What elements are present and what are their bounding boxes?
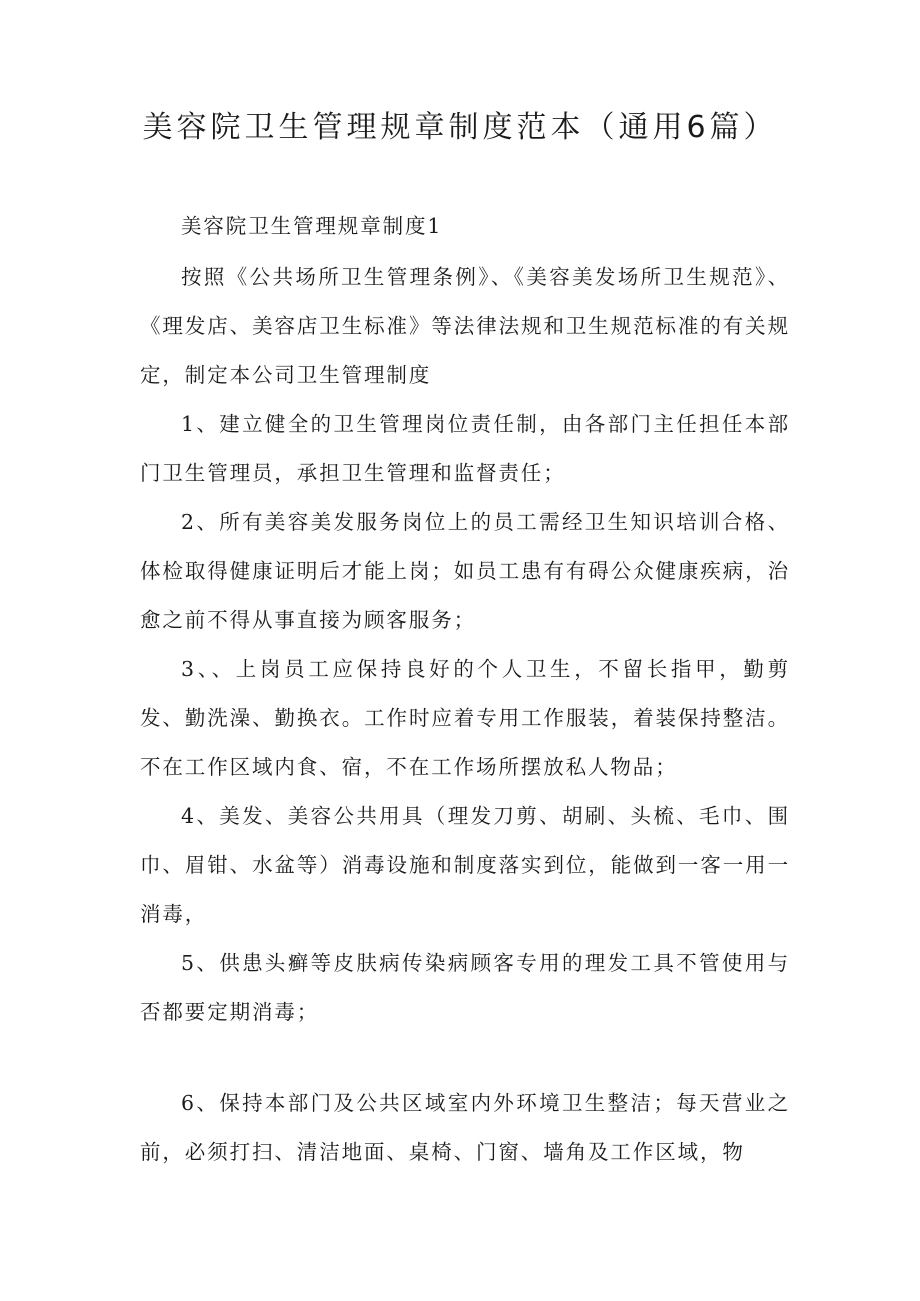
paragraph-item-2: 2、所有美容美发服务岗位上的员工需经卫生知识培训合格、体检取得健康证明后才能上岗；如员工患有有碍公众健康疾病，治愈之前不得从事直接为顾客服务； <box>140 510 790 632</box>
paragraph-item-3: 3、、上岗员工应保持良好的个人卫生，不留长指甲，勤剪发、勤洗澡、勤换衣。工作时应着专用工作服装，着装保持整洁。不在工作区域内食、宿，不在工作场所摆放私人物品； <box>140 657 790 779</box>
paragraph-item-1: 1、建立健全的卫生管理岗位责任制，由各部门主任担任本部门卫生管理员，承担卫生管理和监督责任； <box>140 412 790 485</box>
section-heading: 美容院卫生管理规章制度1 <box>181 214 443 238</box>
paragraph-item-6: 6、保持本部门及公共区域室内外环境卫生整洁；每天营业之前，必须打扫、清洁地面、桌椅、门窗、墙角及工作区域，物 <box>140 1091 790 1164</box>
document-body <box>140 202 790 1177</box>
paragraph-item-4: 4、美发、美容公共用具（理发刀剪、胡刷、头梳、毛巾、围巾、眉钳、水盆等）消毒设施和制度落实到位，能做到一客一用一消毒， <box>140 804 790 926</box>
paragraph-intro: 按照《公共场所卫生管理条例》、《美容美发场所卫生规范》、《理发店、美容店卫生标准》等法律法规和卫生规范标准的有关规定，制定本公司卫生管理制度 <box>140 265 790 387</box>
document-title: 美容院卫生管理规章制度范本（通用6篇） <box>142 110 778 145</box>
paragraph-item-5: 5、供患头癣等皮肤病传染病顾客专用的理发工具不管使用与否都要定期消毒； <box>140 951 790 1024</box>
